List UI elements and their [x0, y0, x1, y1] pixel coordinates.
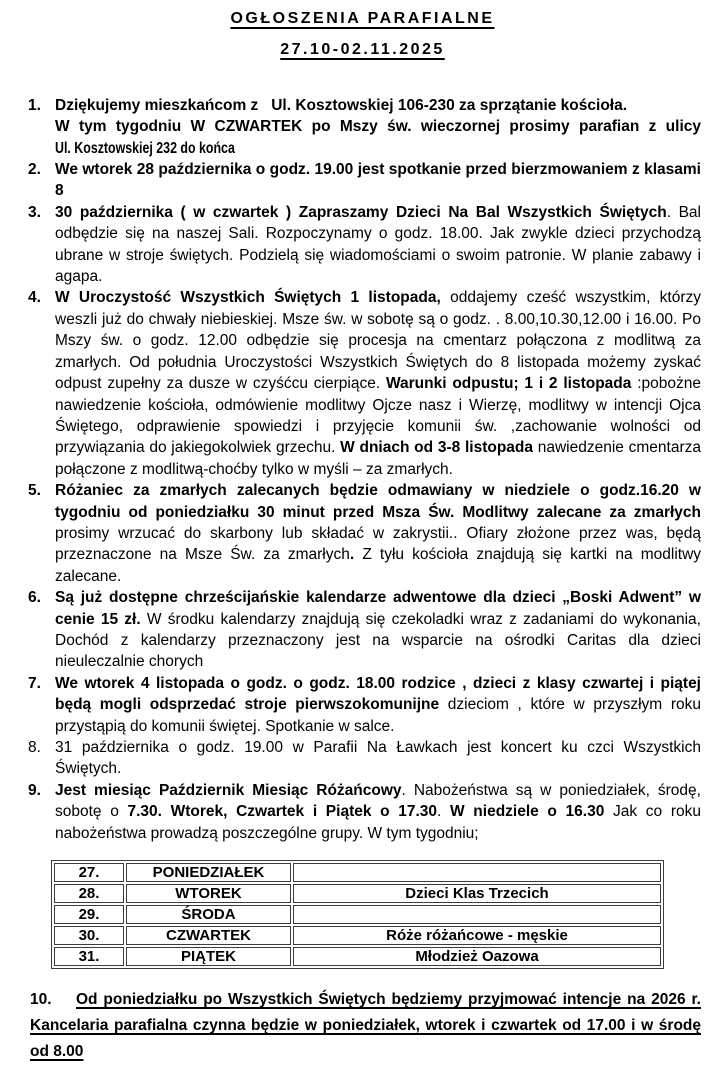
item-text: We wtorek 28 października o godz. 19.00 jest spotkanie przed bierzmowaniem z klasami 8: [55, 161, 701, 200]
item-number: 10.: [30, 991, 52, 1009]
list-item-2: [0, 159, 725, 202]
table-row: [54, 863, 661, 882]
item-text: We wtorek 4 listopada o godz. o godz. 18.00 rodzice , dzieci z klasy czwartej i piątej będą mogli odsprzedać stroje pierwszokomunijne dzieciom , które w przyszłym roku przystąpią do komunii świętej. Spotkanie w salce.: [55, 674, 701, 735]
list-item-7: [0, 673, 725, 737]
list-item-10: [0, 987, 725, 1065]
item-number: 7.: [28, 674, 41, 692]
cell-date: 31.: [54, 947, 124, 966]
page-title: [0, 8, 725, 29]
item-number: 3.: [28, 203, 41, 221]
cell-group: Róże różańcowe - męskie: [293, 926, 661, 945]
item-text: Różaniec za zmarłych zalecanych będzie odmawiany w niedziele o godz.16.20 w tygodniu od poniedziałku 30 minut przed Msza Św. Modlitwy zalecane za zmarłych prosimy wrzucać do skarbony lub składać w zakrystii.. Ofiary złożone przez was, będą przeznaczone na Msze Św. za zmarłych. Z tyłu kościoła znajdują się kartki na modlitwy zalecane.: [55, 482, 702, 585]
announcements-list: [0, 95, 725, 844]
cell-group: [293, 863, 661, 882]
item-text: W Uroczystość Wszystkich Świętych 1 listopada, oddajemy cześć wszystkim, którzy weszli już do chwały niebieskiej. Msze św. w sobotę są o godz. . 8.00,10.30,12.00 i 16.00. Po Mszy św. o godz. 12.00 odbędzie się procesja na cmentarz połączona z modlitwą za zmarłych. Od południa Uroczystości Wszystkich Świętych do 8 listopada możemy zyskać odpust zupełny za dusze w czyśćcu cierpiące. Warunki odpustu; 1 i 2 listopada :pobożne nawiedzenie kościoła, odmówienie modlitwy Ojcze nasz i Wierzę, modlitwy w intencji Ojca Świętego, odprawienie spowiedzi i przyjęcie komunii św. ,zachowanie wolności od przywiązania do jakiegokolwiek grzechu. W dniach od 3-8 listopada nawiedzenie cmentarza połączone z modlitwą-choćby tylko w myśli – za zmarłych.: [55, 289, 702, 478]
cell-date: 28.: [54, 884, 124, 903]
cell-group: Młodzież Oazowa: [293, 947, 661, 966]
list-item-4: [0, 287, 725, 480]
item-number: 4.: [28, 289, 41, 307]
list-item-1: [0, 95, 725, 159]
cell-day: CZWARTEK: [126, 926, 291, 945]
item-number: 5.: [28, 482, 41, 500]
cell-day: PIĄTEK: [126, 947, 291, 966]
cell-day: ŚRODA: [126, 905, 291, 924]
item-text: 30 października ( w czwartek ) Zapraszamy Dzieci Na Bal Wszystkich Świętych. Bal odbędzie się na naszej Sali. Rozpoczynamy o godz. 18.00. Jak zwykle dzieci przychodzą ubrane w stroje świętych. Podzielą się wiadomościami o swoim patronie. W planie zabawy i agapa.: [55, 203, 701, 286]
cell-day: WTOREK: [126, 884, 291, 903]
cell-date: 30.: [54, 926, 124, 945]
cell-date: 27.: [54, 863, 124, 882]
page-date-range: [0, 39, 725, 60]
table-row: [54, 926, 661, 945]
page-title-text: OGŁOSZENIA PARAFIALNE: [230, 10, 495, 27]
list-item-9: [0, 780, 725, 844]
list-item-8: [0, 737, 725, 780]
list-item-5: [0, 480, 725, 587]
item-number: 8.: [28, 739, 41, 756]
table-row: [54, 947, 661, 966]
rosary-groups-table: [51, 860, 664, 969]
item-number: 6.: [28, 589, 41, 607]
cell-date: 29.: [54, 905, 124, 924]
cell-group: Dzieci Klas Trzecich: [293, 884, 661, 903]
table-row: [54, 884, 661, 903]
item-number: 2.: [28, 161, 41, 179]
table-row: [54, 905, 661, 924]
item-text: Są już dostępne chrześcijańskie kalendarze adwentowe dla dzieci „Boski Adwent” w cenie 15 zł. W środku kalendarzy znajdują się czekoladki wraz z zadaniami do wykonania, Dochód z kalendarzy przeznaczony jest na wsparcie na ośrodki Caritas dla dzieci nieuleczalnie chorych: [55, 589, 701, 671]
item-text: Dziękujemy mieszkańcom z Ul. Kosztowskiej 106-230 za sprzątanie kościoła. W tym tygodniu W CZWARTEK po Mszy św. wieczornej prosimy parafian z ulicyUl. Kosztowskiej 232 do końca: [55, 96, 701, 157]
list-item-6: [0, 587, 725, 673]
document-header: [0, 8, 725, 61]
page-date-range-text: 27.10-02.11.2025: [280, 41, 445, 59]
item-text: Od poniedziałku po Wszystkich Świętych będziemy przyjmować intencje na 2026 r. Kancelaria parafialna czynna będzie w poniedziałek, wtorek i czwartek od 17.00 i w środę od 8.00: [30, 991, 701, 1061]
cell-day: PONIEDZIAŁEK: [126, 863, 291, 882]
item-text: Jest miesiąc Październik Miesiąc Różańcowy. Nabożeństwa są w poniedziałek, środę, sobotę o 7.30. Wtorek, Czwartek i Piątek o 17.30. W niedziele o 16.30 Jak co roku nabożeństwa prowadzą poszczególne grupy. W tym tygodniu;: [55, 781, 701, 842]
item-number: 9.: [28, 781, 41, 799]
cell-group: [293, 905, 661, 924]
item-text: 31 października o godz. 19.00 w Parafii Na Ławkach jest koncert ku czci Wszystkich Świętych.: [55, 739, 701, 778]
list-item-3: [0, 202, 725, 288]
item-number: 1.: [28, 96, 41, 114]
